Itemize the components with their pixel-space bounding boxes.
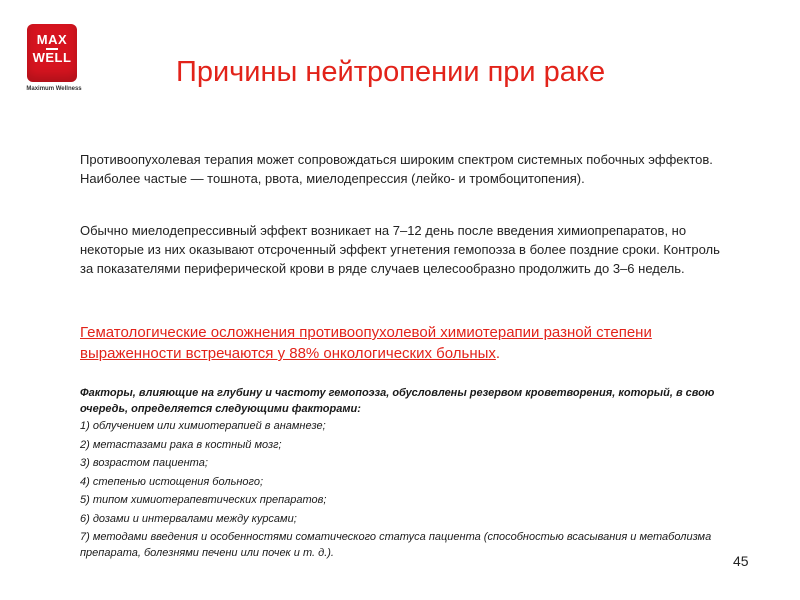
factor-item: 4) степенью истощения больного; [80, 475, 264, 488]
paragraph-1: Противоопухолевая терапия может сопровождаться широким спектром системных побочных эффектов. Наиболее частые — тошнота, рвота, миелодепрессия (лейко- и тромбоцитопения). [80, 152, 713, 186]
slide-title: Причины нейтропении при раке [176, 56, 606, 88]
factor-item: 1) облучением или химиотерапией в анамнезе; [80, 420, 326, 432]
factors-list [80, 417, 760, 561]
factor-item: 7) методами введения и особенностями соматического статуса пациента (способностью всасывания и метаболизма препарата, болезнями печени или почек и т. д.). [80, 530, 712, 559]
factor-item: 3) возрастом пациента; [80, 457, 208, 470]
page-number: 45 [733, 553, 749, 569]
factors-heading: Факторы, влияющие на глубину и частоту гемопоэза, обусловлены резервом кроветворения, который, в свою очередь, определяется следующими факторами: [80, 387, 715, 415]
logo-line-max: MAX [36, 32, 68, 47]
highlight-text: Гематологические осложнения противоопухолевой химиотерапии разной степени выраженности встречаются у 88% онкологических больных [80, 324, 652, 362]
logo-line-well: WELL [32, 50, 72, 65]
factor-item: 6) дозами и интервалами между курсами; [80, 512, 297, 525]
factor-item: 5) типом химиотерапевтических препаратов; [80, 494, 327, 507]
maxwell-logo [27, 24, 77, 82]
factor-item: 2) метастазами рака в костный мозг; [80, 438, 282, 451]
paragraph-2: Обычно миелодепрессивный эффект возникает на 7–12 день после введения химиопрепаратов, но некоторые из них оказывают отсроченный эффект угнетения гемопоэза в более поздние сроки. Контроль за показателями периферической крови в ряде случаев целесообразно продолжить до 3–6 недель. [80, 223, 720, 276]
factors-block [80, 385, 760, 561]
highlight-period: . [495, 345, 501, 362]
highlight-statement [80, 322, 720, 364]
logo-tagline: Maximum Wellness [26, 86, 82, 92]
